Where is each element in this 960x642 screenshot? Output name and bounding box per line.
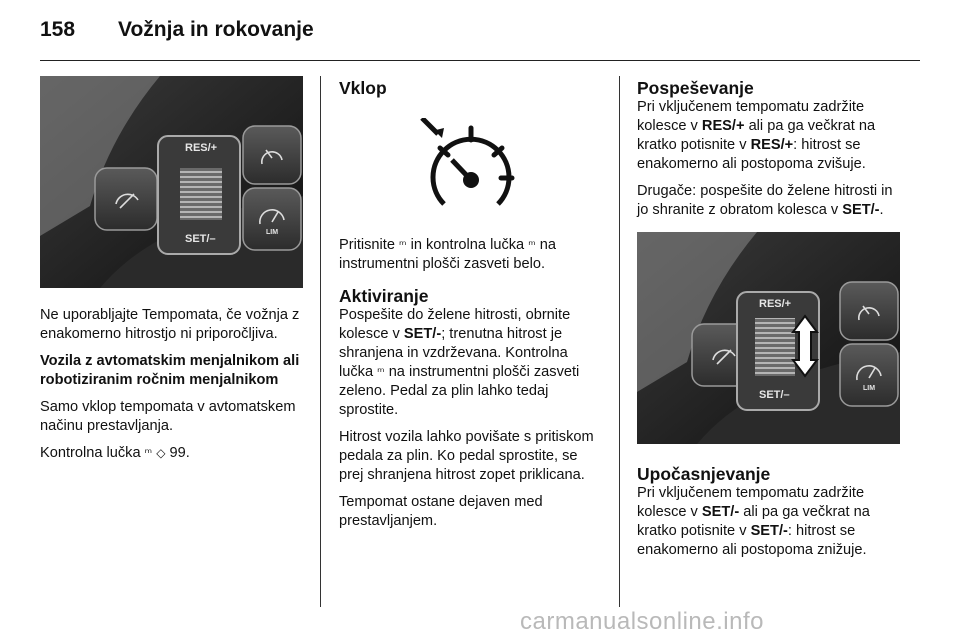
res-plus-label: RES/+ (750, 137, 794, 153)
set-minus-label: SET/- (750, 523, 788, 539)
paragraph (40, 444, 303, 463)
steering-wheel-controls-photo (40, 76, 303, 288)
cruise-indicator-icon: ᵐ (377, 365, 385, 379)
text: : hitrost se enakomerno ali postopoma zvišuje. (637, 137, 866, 172)
text: : hitrost se enakomerno ali postopoma znižuje. (637, 523, 867, 558)
cruise-indicator-icon: ᵐ (144, 446, 153, 460)
set-minus-label: SET/- (842, 202, 880, 218)
steering-wheel-illustration (40, 76, 303, 288)
page-reference: 99. (169, 445, 190, 461)
column-divider (619, 76, 620, 607)
cruise-control-symbol (339, 118, 602, 218)
text: ali pa ga večkrat na kratko potisnite v (637, 504, 870, 539)
text: na instrumentni plošči zasveti zeleno. Pedal za plin lahko tedaj sprostite. (339, 364, 580, 418)
res-label: RES/+ (185, 142, 218, 154)
column-divider (320, 76, 321, 607)
column-1 (40, 76, 303, 471)
paragraph (637, 484, 900, 560)
paragraph (637, 98, 900, 174)
paragraph (339, 306, 602, 420)
res-label: RES/+ (759, 298, 792, 310)
page-title: Vožnja in rokovanje (118, 18, 314, 41)
text: Pritisnite (339, 237, 395, 253)
paragraph: Ne uporabljajte Tempomata, če vožnja z enakomerno hitrostjo ni priporočljiva. (40, 307, 300, 342)
cruise-indicator-icon: ᵐ (528, 238, 536, 252)
text: Drugače: pospešite do želene hitrosti in jo shranite z obratom kolesca v (637, 183, 893, 218)
page-header (40, 18, 920, 58)
paragraph (637, 182, 900, 220)
page-number: 158 (40, 18, 76, 41)
text: in kontrolna lučka (410, 237, 525, 253)
cruise-indicator-icon: ᵐ (399, 238, 407, 252)
paragraph: Tempomat ostane dejaven med prestavljanjem. (339, 494, 543, 529)
paragraph: Samo vklop tempomata v avtomatskem načinu prestavljanja. (40, 399, 296, 434)
speedometer-icon (416, 118, 526, 218)
res-plus-label: RES/+ (701, 118, 745, 134)
header-divider (40, 60, 920, 61)
text: ; trenutna hitrost je shranjena in vzdrževana. Kontrolna lučka (339, 326, 568, 380)
paragraph: Hitrost vozila lahko povišate s pritiskom pedala za plin. Ko pedal sprostite, se prej shranjena hitrost zopet priklicana. (339, 429, 594, 483)
text: Pri vključenem tempomatu zadržite kolesce v (637, 99, 865, 134)
set-label: SET/– (759, 389, 790, 401)
text: . (879, 202, 884, 218)
lim-label: LIM (863, 385, 876, 392)
text: Kontrolna lučka (40, 445, 141, 461)
set-label: SET/– (185, 233, 216, 245)
lim-label: LIM (266, 229, 279, 236)
set-minus-label: SET/- (701, 504, 740, 520)
steering-wheel-controls-photo (637, 232, 900, 444)
section-heading-pospesevanje: Pospeševanje (637, 78, 754, 98)
section-heading-upocasnjevanje: Upočasnjevanje (637, 464, 771, 484)
paragraph (339, 236, 602, 274)
column-3 (637, 78, 900, 568)
set-minus-label: SET/- (403, 326, 442, 342)
page-reference-icon: ◇ (156, 446, 166, 460)
watermark: carmanualsonline.info (520, 608, 764, 635)
text: na instrumentni plošči zasveti belo. (339, 237, 556, 272)
text: Pospešite do želene hitrosti, obrnite kolesce v (339, 307, 571, 342)
subheading: Vozila z avtomatskim menjalnikom ali robotiziranim ročnim menjalnikom (40, 353, 300, 388)
column-2 (339, 78, 602, 539)
steering-wheel-illustration (637, 232, 900, 444)
text: ali pa ga večkrat na kratko potisnite v (637, 118, 876, 153)
section-heading-aktiviranje: Aktiviranje (339, 286, 429, 306)
text: Pri vključenem tempomatu zadržite kolesce v (637, 485, 865, 520)
section-heading-vklop: Vklop (339, 78, 387, 98)
